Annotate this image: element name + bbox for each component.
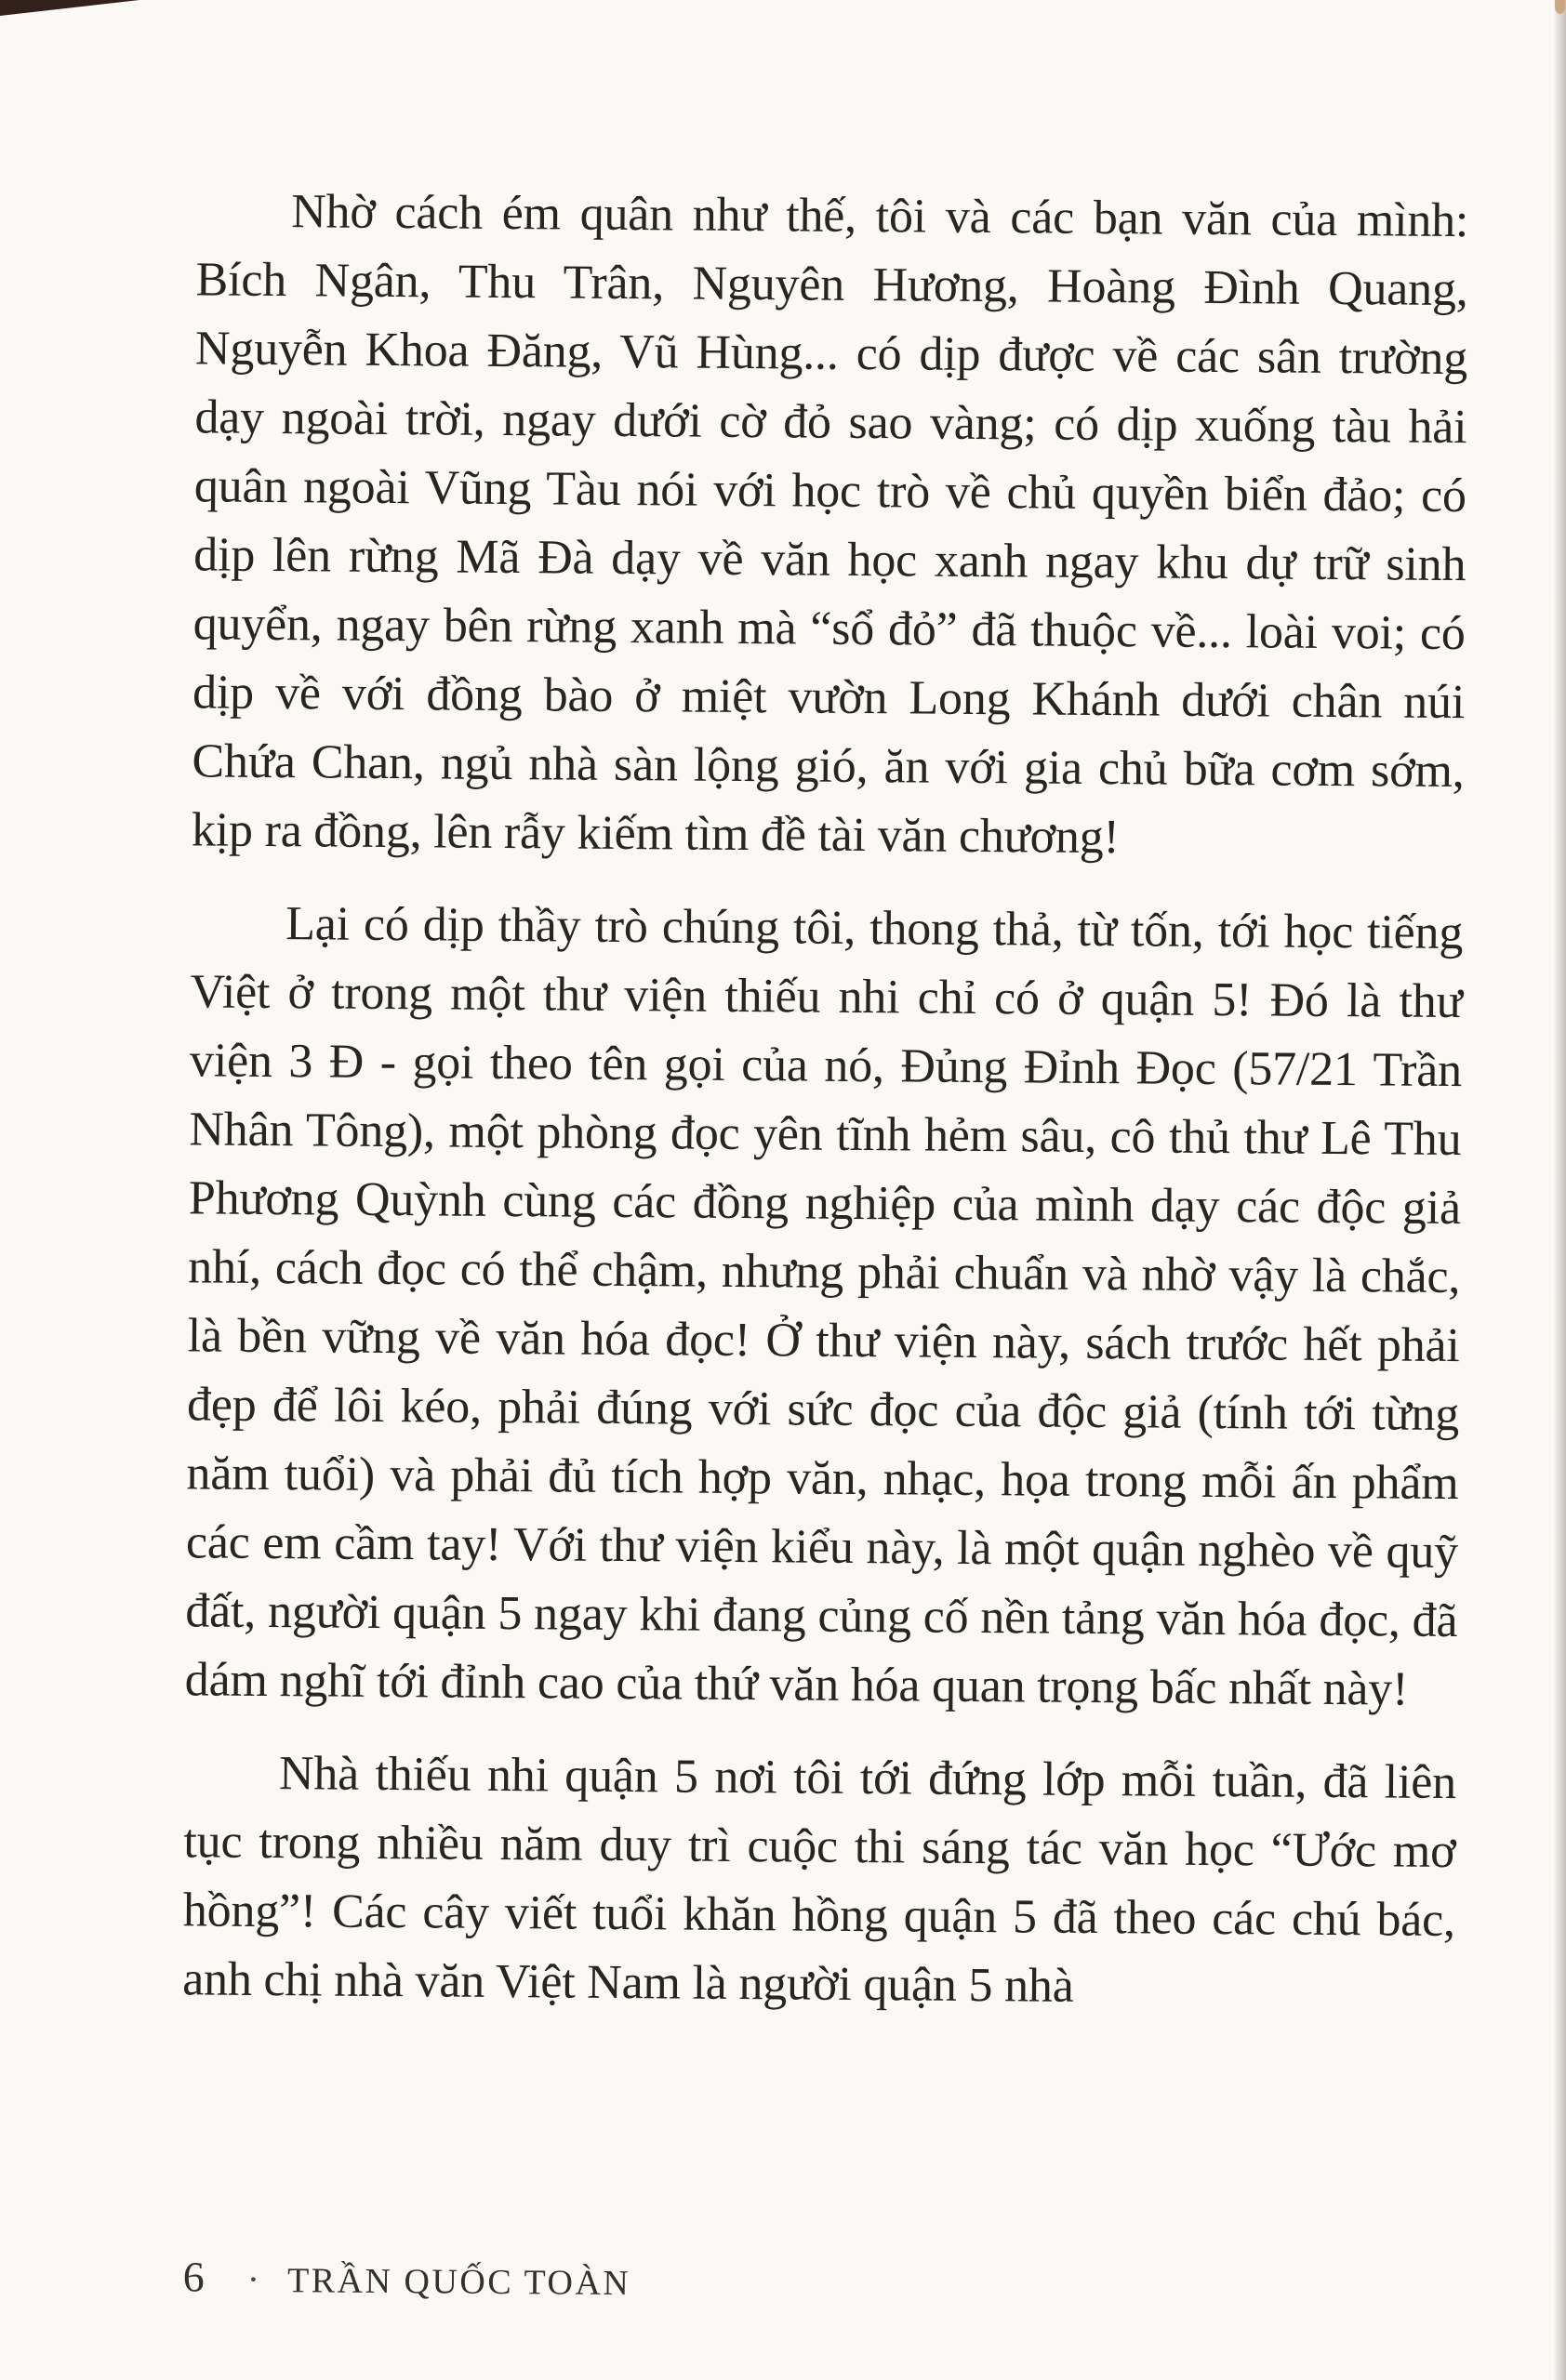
page-footer (183, 2255, 631, 2302)
paragraph: Lại có dịp thầy trò chúng tôi, thong thả, từ tốn, tới học tiếng Việt ở trong một thư viện thiếu nhi chỉ có ở quận 5! Đó là thư viện 3 Đ - gọi theo tên gọi của nó, Đủng Đỉnh Đọc (57/21 Trần Nhân Tông), một phòng đọc yên tĩnh hẻm sâu, cô thủ thư Lê Thu Phương Quỳnh cùng các đồng nghiệp của mình dạy các độc giả nhí, cách đọc có thể chậm, nhưng phải chuẩn và nhờ vậy là chắc, là bền vững về văn hóa đọc! Ở thư viện này, sách trước hết phải đẹp để lôi kéo, phải đúng với sức đọc của độc giả (tính tới từng năm tuổi) và phải đủ tích hợp văn, nhạc, họa trong mỗi ấn phẩm các em cầm tay! Với thư viện kiểu này, là một quận nghèo về quỹ đất, người quận 5 ngay khi đang củng cố nền tảng văn hóa đọc, đã dám nghĩ tới đỉnh cao của thứ văn hóa quan trọng bấc nhất này! (184, 897, 1464, 1716)
footer-author-name: TRẦN QUỐC TOÀN (286, 2261, 631, 2304)
paragraph: Nhà thiếu nhi quận 5 nơi tôi tới đứng lớp mỗi tuần, đã liên tục trong nhiều năm duy trì cuộc thi sáng tác văn học “Ước mơ hồng”! Các cây viết tuổi khăn hồng quận 5 đã theo các chú bác, anh chị nhà văn Việt Nam là người quận 5 nhà (182, 1747, 1457, 2013)
paragraph: Nhờ cách ém quân như thế, tôi và các bạn văn của mình: Bích Ngân, Thu Trân, Nguyên Hương, Hoàng Đình Quang, Nguyễn Khoa Đăng, Vũ Hùng... có dịp được về các sân trường dạy ngoài trời, ngay dưới cờ đỏ sao vàng; có dịp xuống tàu hải quân ngoài Vũng Tàu nói với học trò về chủ quyền biển đảo; có dịp lên rừng Mã Đà dạy về văn học xanh ngay khu dự trữ sinh quyển, ngay bên rừng xanh mà “sổ đỏ” đã thuộc về... loài voi; có dịp về với đồng bào ở miệt vườn Long Khánh dưới chân núi Chứa Chan, ngủ nhà sàn lộng gió, ăn với gia chủ bữa cơm sớm, kịp ra đồng, lên rẫy kiếm tìm đề tài văn chương! (191, 185, 1469, 865)
footer-separator-dot: · (246, 2257, 260, 2300)
page-number: 6 (182, 2253, 205, 2301)
text-block (182, 177, 1469, 2048)
